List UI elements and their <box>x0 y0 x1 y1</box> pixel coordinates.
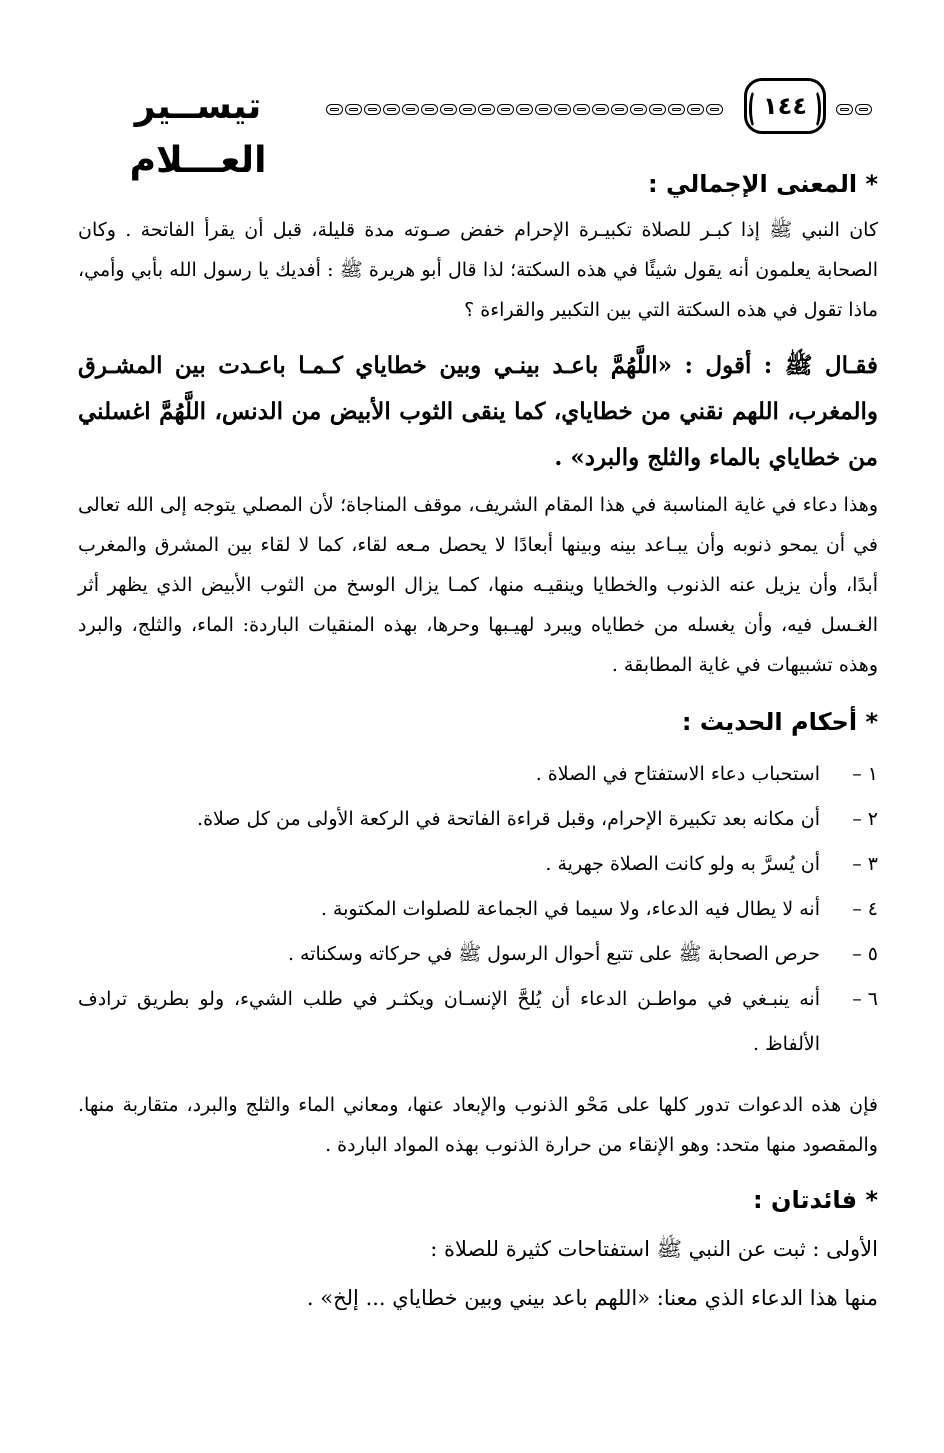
item-number: ٥ – <box>852 943 878 965</box>
paragraph-benefit-first: الأولى : ثبت عن النبي ﷺ استفتاحات كثيرة للصلاة : <box>430 1237 878 1261</box>
rulings-list <box>78 752 878 1067</box>
item-number: ٦ – <box>852 988 878 1010</box>
list-item <box>78 752 878 797</box>
book-title: تيســير العـــلام <box>129 86 267 181</box>
item-number: ١ – <box>852 763 878 785</box>
page-number-frame <box>744 78 826 134</box>
item-text: أنه لا يطال فيه الدعاء، ولا سيما في الجماعة للصلوات المكتوبة . <box>320 898 820 920</box>
list-item <box>78 842 878 887</box>
list-item <box>78 887 878 932</box>
item-number: ٤ – <box>852 898 878 920</box>
item-text: حرص الصحابة ﷺ على تتبع أحوال الرسول ﷺ في حركاته وسكناته . <box>287 943 820 965</box>
ornament-chain-icon <box>326 104 723 118</box>
item-text: أنه ينبـغي في مواطـن الدعاء أن يُلحَّ الإنسـان ويكثـر في طلب الشيء، ولو بطريق ترادف الألفاظ . <box>78 988 820 1055</box>
page-number: ١٤٤ <box>763 92 807 120</box>
section-heading-benefits: * فائدتان : <box>753 1186 878 1214</box>
paragraph-hadith: فقـال ﷺ : أقول : «اللَّهُمَّ باعـد بينـي وبين خطاياي كـمـا باعـدت بين المشـرق والمغرب، اللهم نقني من خطاياي، كما ينقى الثوب الأبيض من الدنس، اللَّهُمَّ اغسلني من خطاياي بالماء والثلج والبرد» . <box>78 352 878 471</box>
list-item <box>78 932 878 977</box>
list-item <box>78 977 878 1067</box>
paragraph-closing: فإن هذه الدعوات تدور كلها على مَحْو الذنوب والإبعاد عنها، ومعاني الماء والثلج والبرد، متقاربة منها. والمقصود منها متحد: وهو الإنقاء من حرارة الذنوب بهذه المواد الباردة . <box>78 1094 878 1156</box>
paragraph-explanation: وهذا دعاء في غاية المناسبة في هذا المقام الشريف، موقف المناجاة؛ لأن المصلي يتوجه إلى الله تعالى في أن يمحو ذنوبه وأن يبـاعد بينه وبينها أبعادًا لا يحصل مـعه لقاء، كما لا لقاء بين المشرق والمغرب أبدًا، وأن يزيل عنه الذنوب والخطايا وينقيـه منها، كمـا يزال الوسخ من الثوب الأبيض الذي يظهر أثر الغـسل فيه، وأن يغسله من خطاياه ويبرد لهيـبها وحرها، بهذه المنقيات الباردة: الماء، والثلج، والبرد وهذه تشبيهات في غاية المطابقة . <box>78 494 878 676</box>
paragraph-benefit-second: منها هذا الدعاء الذي معنا: «اللهم باعد بيني وبين خطاياي ... إلخ» . <box>306 1286 878 1310</box>
item-text: أن مكانه بعد تكبيرة الإحرام، وقبل قراءة الفاتحة في الركعة الأولى من كل صلاة. <box>197 808 820 830</box>
ornament-chain-icon <box>836 104 872 118</box>
item-number: ٣ – <box>852 853 878 875</box>
list-item <box>78 797 878 842</box>
section-heading-rulings: * أحكام الحديث : <box>681 708 878 736</box>
item-number: ٢ – <box>852 808 878 830</box>
paragraph-intro: كان النبي ﷺ إذا كبـر للصلاة تكبيـرة الإحرام خفض صـوته مدة قليلة، قبل أن يقرأ الفاتحة . وكان الصحابة يعلمون أنه يقول شيئًا في هذه السكتة؛ لذا قال أبو هريرة ﷺ : أفديك يا رسول الله بأبي وأمي، ماذا تقول في هذه السكتة التي بين التكبير والقراءة ؟ <box>78 219 878 321</box>
item-text: استحباب دعاء الاستفتاح في الصلاة . <box>535 763 820 785</box>
page-header <box>0 74 944 181</box>
section-heading-meaning: * المعنى الإجمالي : <box>648 170 878 198</box>
item-text: أن يُسرَّ به ولو كانت الصلاة جهرية . <box>545 853 820 875</box>
